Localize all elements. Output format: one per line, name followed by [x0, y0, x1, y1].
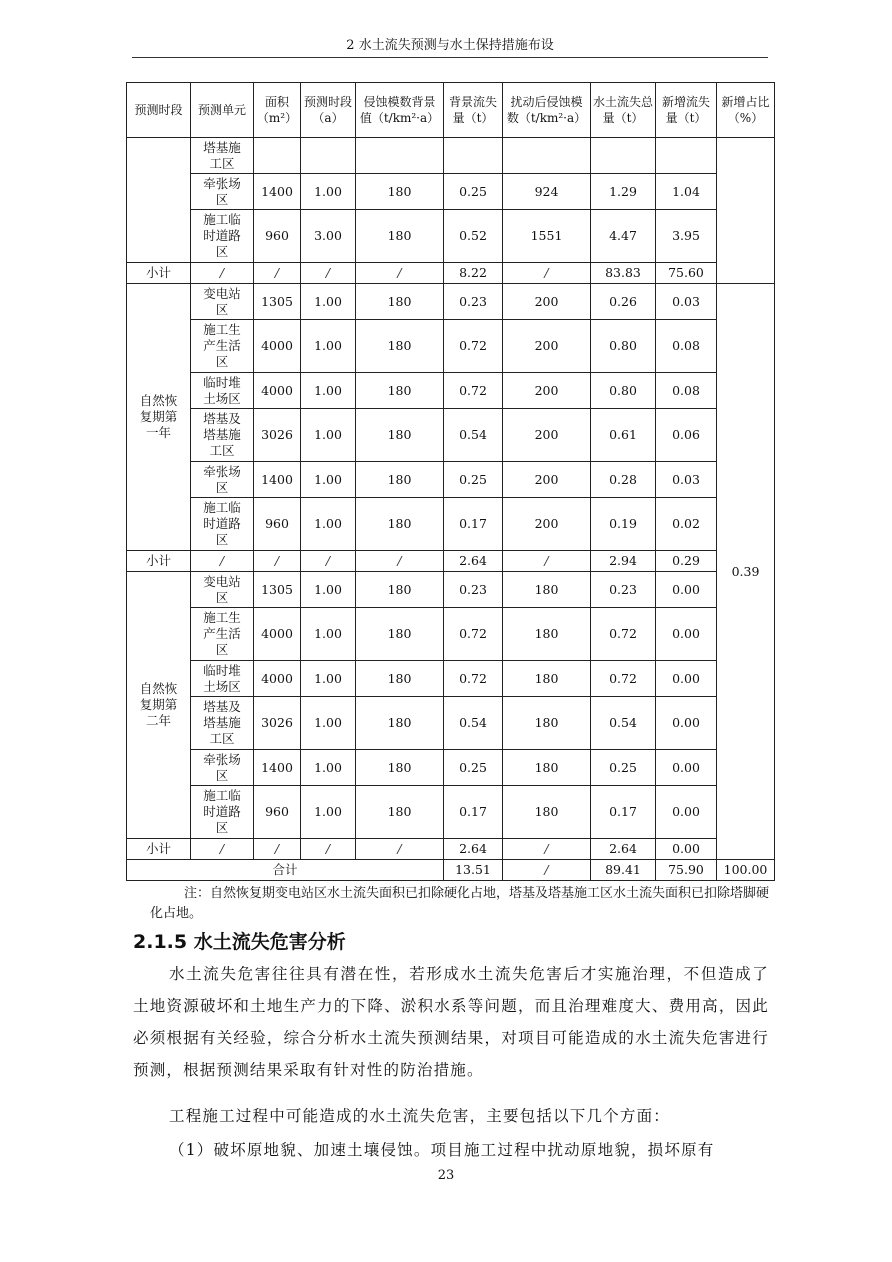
header-new-loss: 新增流失量（t） [656, 83, 717, 138]
total-label: 合计 [127, 860, 444, 881]
subtotal-row [127, 551, 775, 572]
value-cell: 180 [503, 572, 591, 608]
value-cell: 4000 [254, 608, 301, 661]
subtotal-value: / [301, 551, 356, 572]
value-cell: 0.72 [591, 608, 656, 661]
header-unit: 预测单元 [191, 83, 254, 138]
value-cell: 0.25 [444, 750, 503, 786]
ratio-cell-construction [717, 138, 775, 284]
paragraph-2: 工程施工过程中可能造成的水土流失危害，主要包括以下几个方面： [169, 1107, 671, 1125]
value-cell: 0.25 [444, 174, 503, 210]
value-cell: 1.00 [301, 786, 356, 839]
value-cell: 200 [503, 373, 591, 409]
value-cell: 200 [503, 320, 591, 373]
value-cell: 180 [356, 786, 444, 839]
subtotal-value: 2.94 [591, 551, 656, 572]
value-cell: 1.00 [301, 697, 356, 750]
header-dist-modulus: 扰动后侵蚀模数（t/km²·a） [503, 83, 591, 138]
header-area: 面积（m²） [254, 83, 301, 138]
total-ratio: 100.00 [717, 860, 775, 881]
value-cell: 180 [356, 697, 444, 750]
value-cell: 180 [356, 498, 444, 551]
value-cell: 200 [503, 284, 591, 320]
value-cell: 180 [356, 210, 444, 263]
table-row [127, 462, 775, 498]
value-cell: 0.54 [444, 697, 503, 750]
period-cell: 自然恢复期第一年 [127, 284, 191, 551]
table-row [127, 284, 775, 320]
value-cell: 0.80 [591, 373, 656, 409]
total-dist-modulus: / [503, 860, 591, 881]
header-bg-loss: 背景流失量（t） [444, 83, 503, 138]
value-cell: 0.23 [591, 572, 656, 608]
paragraph-3: （1）破坏原地貌、加速土壤侵蚀。项目施工过程中扰动原地貌，损坏原有 [169, 1141, 715, 1159]
value-cell: 0.00 [656, 608, 717, 661]
subtotal-value: / [301, 263, 356, 284]
header-period: 预测时段 [127, 83, 191, 138]
subtotal-label: 小计 [127, 551, 191, 572]
value-cell: 180 [503, 661, 591, 697]
unit-cell: 牵张场区 [191, 462, 254, 498]
value-cell: 0.06 [656, 409, 717, 462]
subtotal-value: / [503, 839, 591, 860]
subtotal-value: 8.22 [444, 263, 503, 284]
page-header: 2 水土流失预测与水土保持措施布设 [346, 38, 554, 53]
value-cell: 960 [254, 498, 301, 551]
value-cell: 0.19 [591, 498, 656, 551]
value-cell: 3.00 [301, 210, 356, 263]
value-cell: 0.61 [591, 409, 656, 462]
subtotal-value: / [254, 551, 301, 572]
value-cell: 0.23 [444, 572, 503, 608]
subtotal-label: 小计 [127, 839, 191, 860]
total-bg-loss: 13.51 [444, 860, 503, 881]
value-cell: 180 [356, 174, 444, 210]
value-cell [301, 138, 356, 174]
value-cell: 0.72 [444, 661, 503, 697]
subtotal-value: 83.83 [591, 263, 656, 284]
table-row [127, 750, 775, 786]
table-row [127, 572, 775, 608]
value-cell: 1.00 [301, 498, 356, 551]
value-cell: 0.03 [656, 284, 717, 320]
subtotal-value: / [356, 839, 444, 860]
value-cell: 1.00 [301, 320, 356, 373]
value-cell: 1.00 [301, 174, 356, 210]
value-cell: 1551 [503, 210, 591, 263]
value-cell: 0.72 [444, 373, 503, 409]
unit-cell: 牵张场区 [191, 750, 254, 786]
value-cell: 0.52 [444, 210, 503, 263]
subtotal-value: / [503, 263, 591, 284]
soil-loss-table [126, 82, 775, 881]
value-cell: 0.72 [444, 320, 503, 373]
value-cell: 0.08 [656, 320, 717, 373]
table-row [127, 498, 775, 551]
value-cell: 0.17 [591, 786, 656, 839]
subtotal-value: / [191, 263, 254, 284]
header-total-loss: 水土流失总量（t） [591, 83, 656, 138]
value-cell: 1305 [254, 572, 301, 608]
unit-cell: 塔基及塔基施工区 [191, 697, 254, 750]
value-cell: 180 [503, 750, 591, 786]
value-cell: 1.00 [301, 284, 356, 320]
value-cell: 200 [503, 462, 591, 498]
value-cell: 1.00 [301, 750, 356, 786]
total-loss: 89.41 [591, 860, 656, 881]
value-cell: 200 [503, 409, 591, 462]
value-cell: 0.23 [444, 284, 503, 320]
subtotal-value: / [191, 551, 254, 572]
value-cell: 0.02 [656, 498, 717, 551]
unit-cell: 施工临时道路区 [191, 498, 254, 551]
value-cell: 180 [356, 320, 444, 373]
table-header-row [127, 83, 775, 138]
table-note: 注：自然恢复期变电站区水土流失面积已扣除硬化占地，塔基及塔基施工区水土流失面积已扣除塔脚硬化占地。 [150, 886, 770, 921]
paragraph-1: 水土流失危害往往具有潜在性，若形成水土流失危害后才实施治理，不但造成了土地资源破坏和土地生产力的下降、淤积水系等问题，而且治理难度大、费用高，因此必须根据有关经验，综合分析水土流失预测结果，对项目可能造成的水土流失危害进行预测，根据预测结果采取有针对性的防治措施。 [133, 965, 769, 1079]
period-cell [127, 138, 191, 263]
subtotal-value: 2.64 [444, 551, 503, 572]
period-cell: 自然恢复期第二年 [127, 572, 191, 839]
subtotal-value: / [254, 839, 301, 860]
value-cell: 960 [254, 786, 301, 839]
subtotal-row [127, 839, 775, 860]
table-row [127, 373, 775, 409]
value-cell: 1400 [254, 174, 301, 210]
value-cell: 1.00 [301, 608, 356, 661]
table-row [127, 174, 775, 210]
header-rule [132, 57, 768, 58]
unit-cell: 施工临时道路区 [191, 786, 254, 839]
value-cell: 180 [356, 373, 444, 409]
unit-cell: 施工临时道路区 [191, 210, 254, 263]
value-cell: 0.72 [591, 661, 656, 697]
header-bg-modulus: 侵蚀模数背景值（t/km²·a） [356, 83, 444, 138]
value-cell: 0.54 [591, 697, 656, 750]
value-cell: 0.00 [656, 750, 717, 786]
header-ratio: 新增占比（%） [717, 83, 775, 138]
value-cell: 960 [254, 210, 301, 263]
value-cell: 3026 [254, 409, 301, 462]
value-cell: 1.00 [301, 462, 356, 498]
value-cell: 1.00 [301, 661, 356, 697]
section-title: 2.1.5 水土流失危害分析 [133, 931, 346, 953]
value-cell: 0.80 [591, 320, 656, 373]
value-cell: 0.17 [444, 786, 503, 839]
value-cell [503, 138, 591, 174]
subtotal-value: / [356, 551, 444, 572]
value-cell: 0.72 [444, 608, 503, 661]
table-row [127, 409, 775, 462]
value-cell [254, 138, 301, 174]
subtotal-value: 0.00 [656, 839, 717, 860]
unit-cell: 施工生产生活区 [191, 608, 254, 661]
total-row [127, 860, 775, 881]
unit-cell: 临时堆土场区 [191, 661, 254, 697]
subtotal-value: 2.64 [591, 839, 656, 860]
value-cell: 180 [356, 661, 444, 697]
value-cell: 1305 [254, 284, 301, 320]
table-row [127, 320, 775, 373]
unit-cell: 临时堆土场区 [191, 373, 254, 409]
value-cell: 924 [503, 174, 591, 210]
subtotal-label: 小计 [127, 263, 191, 284]
value-cell: 4000 [254, 373, 301, 409]
table-row [127, 786, 775, 839]
value-cell: 180 [503, 697, 591, 750]
value-cell: 1400 [254, 462, 301, 498]
value-cell: 1400 [254, 750, 301, 786]
value-cell: 180 [503, 786, 591, 839]
table-body [127, 138, 775, 881]
value-cell: 1.04 [656, 174, 717, 210]
unit-cell: 牵张场区 [191, 174, 254, 210]
ratio-cell-recovery: 0.39 [717, 284, 775, 860]
value-cell [444, 138, 503, 174]
table-row [127, 661, 775, 697]
subtotal-value: / [254, 263, 301, 284]
value-cell: 1.29 [591, 174, 656, 210]
value-cell: 180 [356, 750, 444, 786]
value-cell: 0.00 [656, 786, 717, 839]
table-row [127, 608, 775, 661]
value-cell: 0.03 [656, 462, 717, 498]
value-cell: 200 [503, 498, 591, 551]
total-new-loss: 75.90 [656, 860, 717, 881]
value-cell: 180 [503, 608, 591, 661]
value-cell: 0.54 [444, 409, 503, 462]
value-cell: 1.00 [301, 572, 356, 608]
value-cell: 0.25 [444, 462, 503, 498]
unit-cell: 塔基施工区 [191, 138, 254, 174]
value-cell: 0.00 [656, 661, 717, 697]
subtotal-value: 75.60 [656, 263, 717, 284]
value-cell: 1.00 [301, 373, 356, 409]
value-cell: 0.00 [656, 572, 717, 608]
table-row [127, 210, 775, 263]
value-cell: 3.95 [656, 210, 717, 263]
unit-cell: 施工生产生活区 [191, 320, 254, 373]
subtotal-value: 2.64 [444, 839, 503, 860]
subtotal-value: / [191, 839, 254, 860]
table-row [127, 697, 775, 750]
value-cell: 0.17 [444, 498, 503, 551]
subtotal-value: / [503, 551, 591, 572]
value-cell: 180 [356, 572, 444, 608]
value-cell: 4.47 [591, 210, 656, 263]
unit-cell: 塔基及塔基施工区 [191, 409, 254, 462]
value-cell: 0.00 [656, 697, 717, 750]
subtotal-value: / [301, 839, 356, 860]
subtotal-value: 0.29 [656, 551, 717, 572]
value-cell: 3026 [254, 697, 301, 750]
value-cell: 180 [356, 608, 444, 661]
value-cell: 0.28 [591, 462, 656, 498]
table-row [127, 138, 775, 174]
value-cell: 4000 [254, 320, 301, 373]
value-cell: 180 [356, 462, 444, 498]
value-cell: 1.00 [301, 409, 356, 462]
subtotal-value: / [356, 263, 444, 284]
value-cell: 0.08 [656, 373, 717, 409]
unit-cell: 变电站区 [191, 284, 254, 320]
value-cell [656, 138, 717, 174]
header-duration: 预测时段（a） [301, 83, 356, 138]
page-number: 23 [437, 1168, 455, 1183]
value-cell: 180 [356, 409, 444, 462]
value-cell: 0.26 [591, 284, 656, 320]
value-cell [356, 138, 444, 174]
value-cell: 4000 [254, 661, 301, 697]
value-cell [591, 138, 656, 174]
value-cell: 0.25 [591, 750, 656, 786]
value-cell: 180 [356, 284, 444, 320]
unit-cell: 变电站区 [191, 572, 254, 608]
subtotal-row [127, 263, 775, 284]
